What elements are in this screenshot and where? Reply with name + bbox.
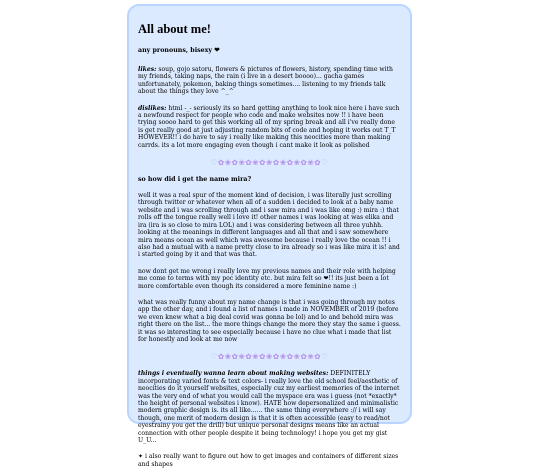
websites-next-paragraph: ✦ i also really want to figure out how to get images and containers of different sizes and shapes <box>138 453 399 468</box>
dislikes-label: dislikes: <box>138 104 167 112</box>
pronouns-line: any pronouns, bisexy ❤ <box>138 47 220 54</box>
likes-text: soup, gojo satoru, flowers & pictures of flowers, history, spending time with my friends, taking naps, the rain (i live in a desert boooo)... gacha games unfortunately, pokemon, baking things sometimes.... listening to my friends talk about the things they love ^_^ <box>138 66 393 96</box>
likes-label: likes: <box>138 66 157 73</box>
flower-divider <box>138 158 401 167</box>
name-paragraph-1: well it was a real spur of the moment kind of decision, i was literally just scrolling through twitter or whatever when all of a sudden i decided to look at a baby name website and i was scrolling through and i saw mira and i was like omg :) mira :) that rolls off the tongue really well i love it! other names i was looking at was elika and ira (ira is so close to mira LOL) and i was considering between all three yuhhh. looking at the meanings in different languages and all that and i saw somewhere mira means ocean as well which was awesome because i really love the ocean !! i also had a mutual with a name pretty close to ira already so i was like mira it is! and i started going by it and that was that. <box>138 192 400 259</box>
flower-row: ✿❀✿❀✿❀✿❀✿❀✿❀✿❀✿ <box>217 158 322 168</box>
dislikes-text: html -_- seriously its so hard getting anything to look nice here i have such a newfound respect for people who code and make websites now !! i have been trying soooo hard to get this working all of my spring break and all i've really done is get really good at just adjusting random bits of code and hoping it works out T_T HOWEVER!! i do have to say i really like making this neocities more than making carrds. its a lot more engaging even though i cant make it look as polished <box>138 104 400 149</box>
name-paragraph-2: now dont get me wrong i really love my previous names and their role with helping me come to terms with my poc identity etc. but mira felt so ❤!! its just been a lot more comfortable even though its considered a more feminine name :) <box>138 267 396 290</box>
heart-icon: ♡ <box>210 158 218 168</box>
heart-icon: ♡ <box>210 352 218 362</box>
dislikes-paragraph <box>138 105 401 149</box>
name-section-heading: so how did i get the name mira? <box>138 176 252 184</box>
websites-text: DEFINITELY incorporating varied fonts & text colors- i really love the old school feel/aesthetic of neocities do it yourself websites, especially cuz my earliest memories of the internet was the very end of what you would call the myspace era was i guess (not *exactly* the height of personal websites i know). HATE how depersonalized and minimalistic modern graphic design is. its all like...... the same thing everywhere :// i will say though, one merit of modern design is that it is often accessible (easy to read/not eyestrainy you get the drill) but unique personal designs means like an actual connection with other people despite it being technology! i hope you get my gist U_U... <box>138 370 400 445</box>
heart-icon: ♡ <box>321 158 329 168</box>
about-me-panel <box>127 4 412 468</box>
page-title: All about me! <box>138 22 211 36</box>
flower-row: ✿❀✿❀✿❀✿❀✿❀✿❀✿❀✿ <box>217 352 322 362</box>
flower-divider <box>138 352 401 361</box>
heart-icon: ♡ <box>321 352 329 362</box>
websites-label: things i eventually wanna learn about making websites: <box>138 370 329 378</box>
websites-paragraph <box>138 370 401 444</box>
name-paragraph-3: what was really funny about my name change is that i was going through my notes app the other day, and i found a list of names i made in NOVEMBER of 2019 (before we even knew what a big deal covid was gonna be lol) and lo and behold mira was right there on the list... the more things change the more they stay the same i guess. it was so interesting to see especially because i have no clue what i made that list for honestly and look at me now <box>138 298 401 343</box>
likes-paragraph <box>138 66 401 96</box>
